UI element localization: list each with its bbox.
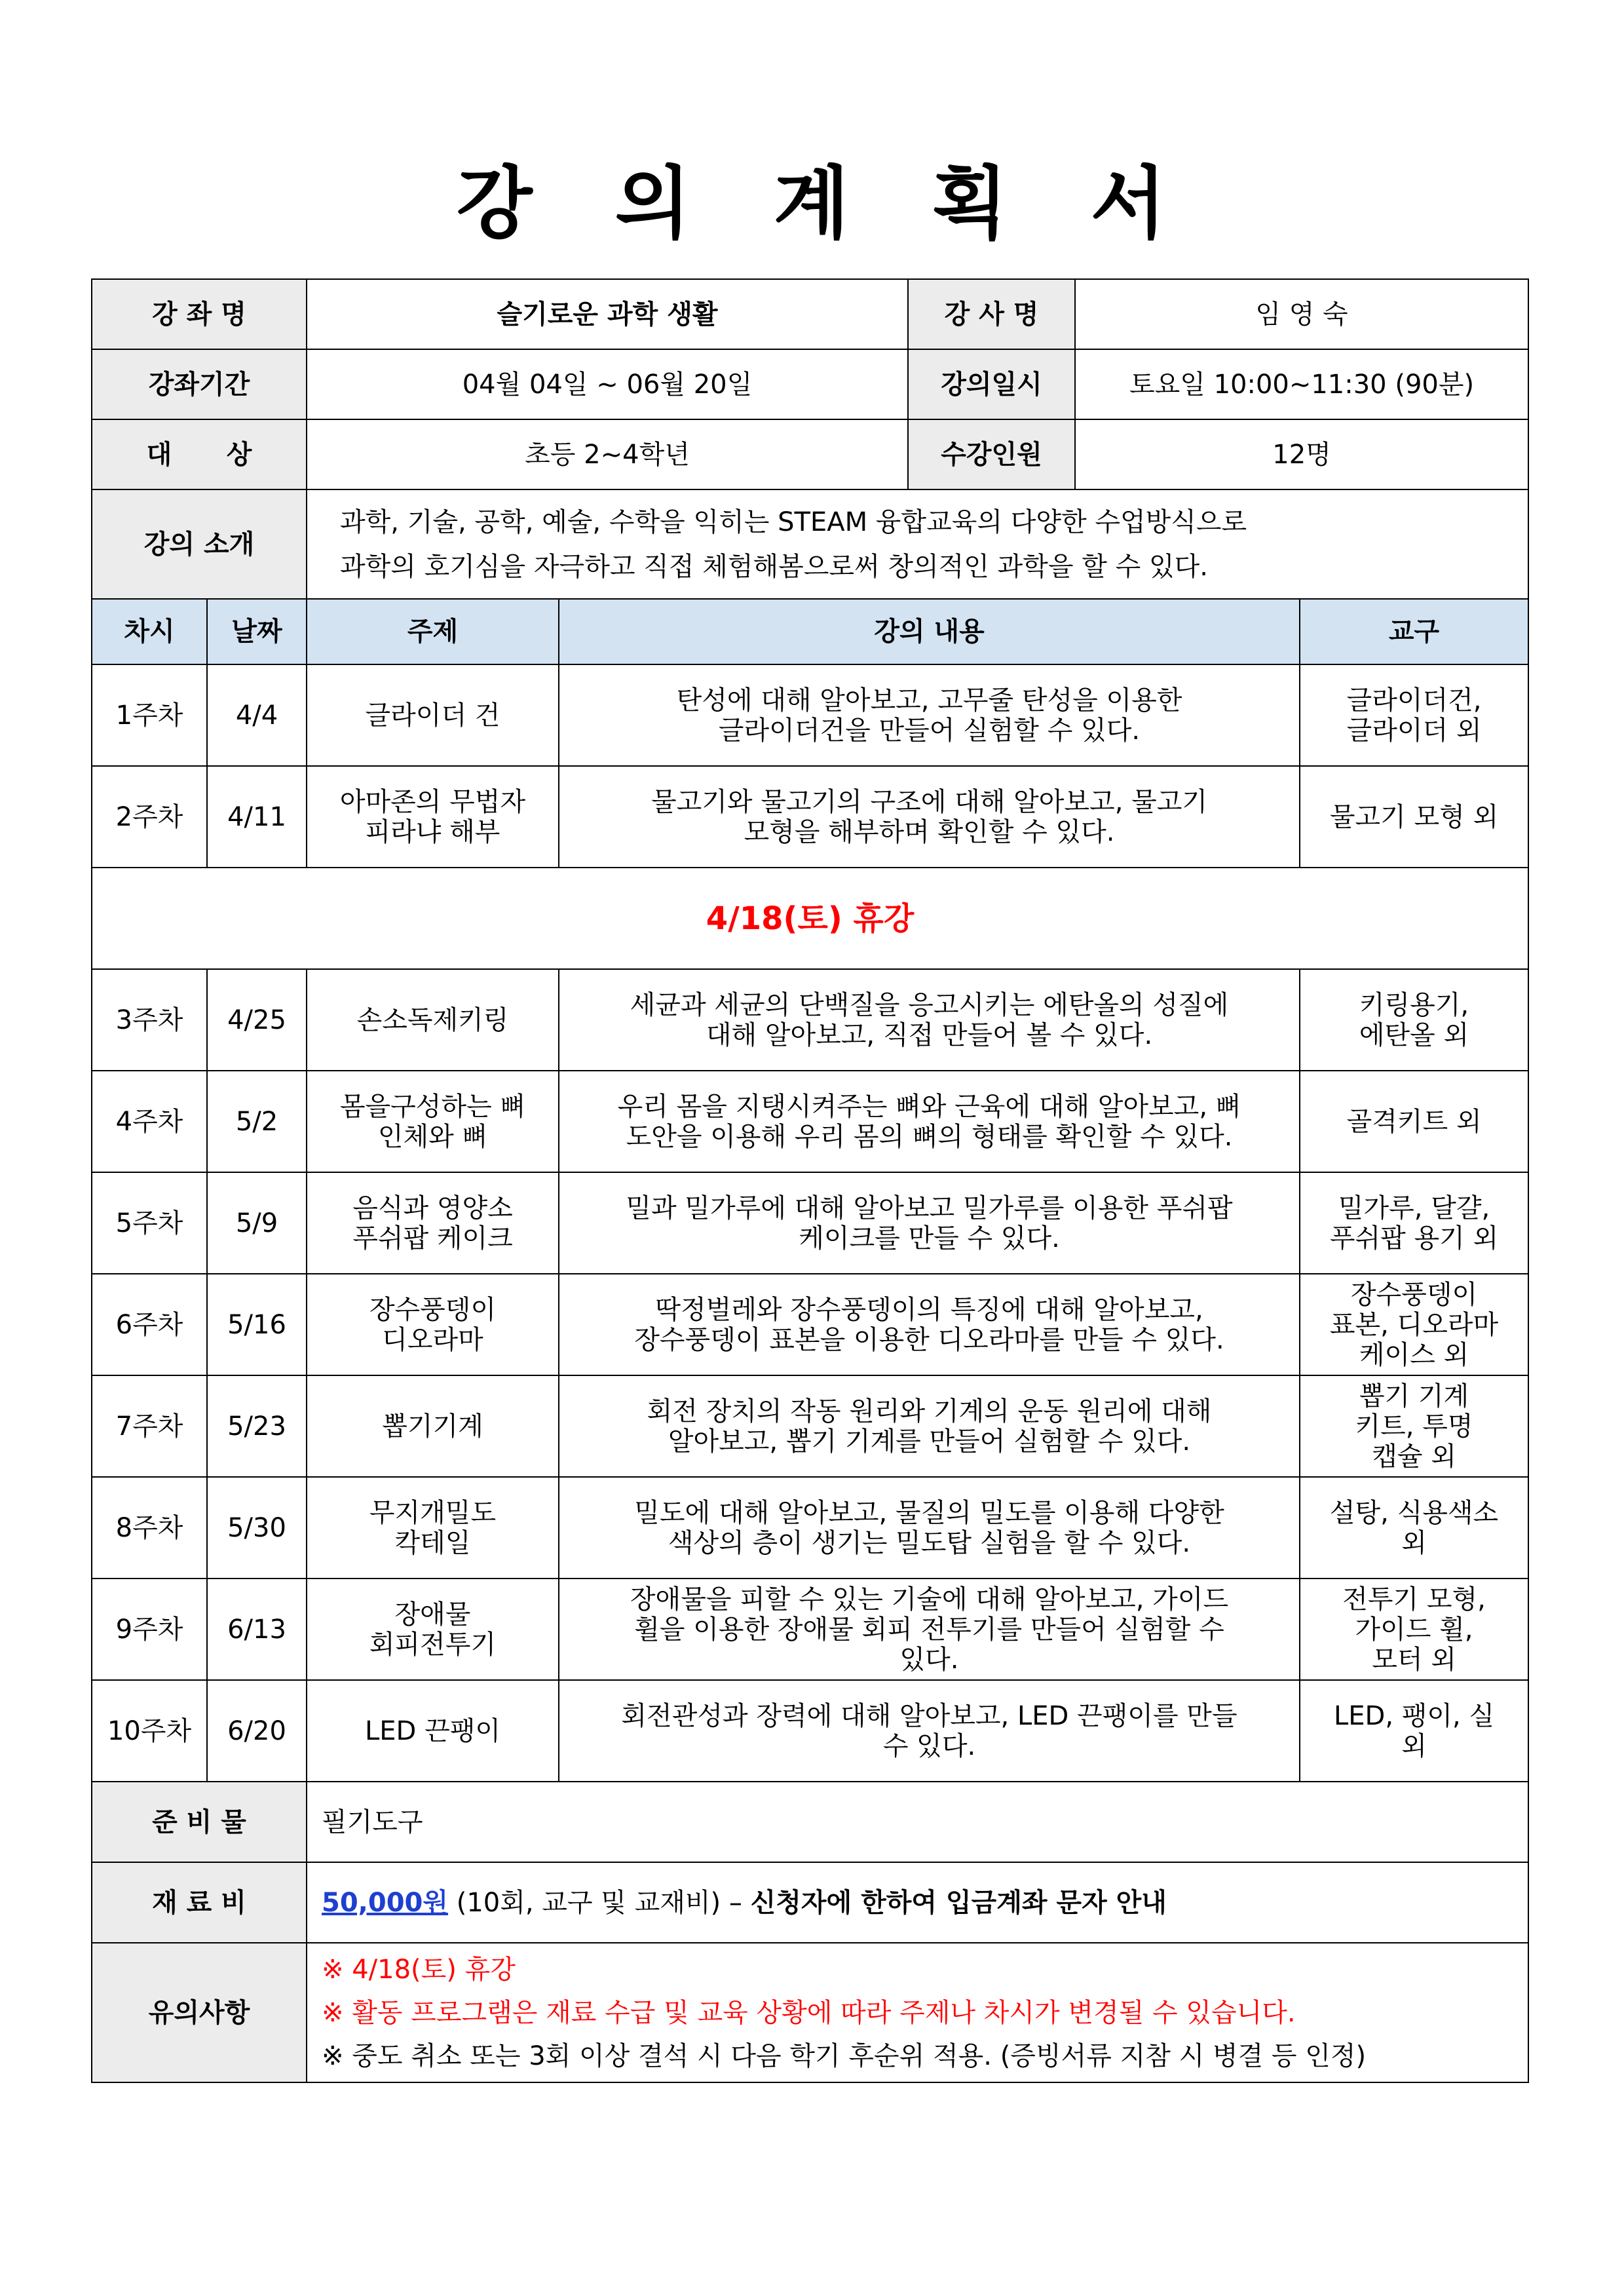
tools-cell: LED, 팽이, 실 외	[1300, 1680, 1528, 1782]
table-row	[92, 1274, 1528, 1375]
period-value: 04월 04일 ~ 06월 20일	[307, 349, 908, 419]
content-cell: 장애물을 피할 수 있는 기술에 대해 알아보고, 가이드 휠을 이용한 장애물 회피 전투기를 만들어 실험할 수 있다.	[559, 1578, 1300, 1680]
content-cell: 밀도에 대해 알아보고, 물질의 밀도를 이용해 다양한 색상의 층이 생기는 밀도탑 실험을 할 수 있다.	[559, 1477, 1300, 1578]
notes-row	[92, 1943, 1528, 2082]
time-label: 강의일시	[908, 349, 1075, 419]
table-row	[92, 1375, 1528, 1477]
date-cell: 5/9	[207, 1172, 307, 1274]
title-char: 획	[932, 159, 1010, 250]
fee-detail: (10회, 교구 및 교재비) –	[456, 1887, 742, 1918]
date-cell: 6/13	[207, 1578, 307, 1680]
topic-cell: 뽑기기계	[307, 1375, 559, 1477]
content-cell: 밀과 밀가루에 대해 알아보고 밀가루를 이용한 푸쉬팝 케이크를 만들 수 있다.	[559, 1172, 1300, 1274]
session-cell: 2주차	[92, 766, 207, 868]
header-content: 강의 내용	[559, 599, 1300, 664]
fee-value	[307, 1862, 1528, 1943]
target-label: 대 상	[92, 419, 307, 489]
table-row	[92, 1477, 1528, 1578]
session-cell: 6주차	[92, 1274, 207, 1375]
capacity-value: 12명	[1075, 419, 1528, 489]
info-row-target	[92, 419, 1528, 489]
session-cell: 3주차	[92, 969, 207, 1071]
title-char: 계	[773, 159, 851, 250]
header-session: 차시	[92, 599, 207, 664]
table-row	[92, 1071, 1528, 1172]
date-cell: 5/30	[207, 1477, 307, 1578]
schedule-header-row	[92, 599, 1528, 664]
content-cell: 우리 몸을 지탱시켜주는 뼈와 근육에 대해 알아보고, 뼈 도안을 이용해 우리 몸의 뼈의 형태를 확인할 수 있다.	[559, 1071, 1300, 1172]
topic-cell: 장수풍뎅이 디오라마	[307, 1274, 559, 1375]
tools-cell: 키링용기, 에탄올 외	[1300, 969, 1528, 1071]
table-row	[92, 664, 1528, 766]
header-topic: 주제	[307, 599, 559, 664]
session-cell: 8주차	[92, 1477, 207, 1578]
lecture-plan-table	[91, 278, 1529, 2083]
tools-cell: 전투기 모형, 가이드 휠, 모터 외	[1300, 1578, 1528, 1680]
date-cell: 4/4	[207, 664, 307, 766]
session-cell: 7주차	[92, 1375, 207, 1477]
date-cell: 5/23	[207, 1375, 307, 1477]
topic-cell: 몸을구성하는 뼈 인체와 뼈	[307, 1071, 559, 1172]
topic-cell: 아마존의 무법자 피라냐 해부	[307, 766, 559, 868]
content-cell: 회전 장치의 작동 원리와 기계의 운동 원리에 대해 알아보고, 뽑기 기계를 만들어 실험할 수 있다.	[559, 1375, 1300, 1477]
table-row	[92, 1578, 1528, 1680]
tools-cell: 장수풍뎅이 표본, 디오라마 케이스 외	[1300, 1274, 1528, 1375]
notes-list	[307, 1943, 1528, 2082]
fee-row	[92, 1862, 1528, 1943]
table-row	[92, 1680, 1528, 1782]
note-holiday: ※ 4/18(토) 휴강	[322, 1954, 516, 1985]
intro-line: 과학, 기술, 공학, 예술, 수학을 익히는 STEAM 융합교육의 다양한 수업방식으로	[340, 507, 1247, 537]
date-cell: 5/2	[207, 1071, 307, 1172]
fee-label: 재 료 비	[92, 1862, 307, 1943]
notes-label: 유의사항	[92, 1943, 307, 2082]
content-cell: 딱정벌레와 장수풍뎅이의 특징에 대해 알아보고, 장수풍뎅이 표본을 이용한 디오라마를 만들 수 있다.	[559, 1274, 1300, 1375]
prep-row	[92, 1782, 1528, 1862]
holiday-row	[92, 868, 1528, 969]
capacity-label: 수강인원	[908, 419, 1075, 489]
title-char: 강	[456, 159, 534, 250]
tools-cell: 글라이더건, 글라이더 외	[1300, 664, 1528, 766]
prep-value: 필기도구	[307, 1782, 1528, 1862]
topic-cell: 무지개밀도 칵테일	[307, 1477, 559, 1578]
tools-cell: 골격키트 외	[1300, 1071, 1528, 1172]
tools-cell: 물고기 모형 외	[1300, 766, 1528, 868]
table-row	[92, 969, 1528, 1071]
title-char: 의	[614, 159, 692, 250]
prep-label: 준 비 물	[92, 1782, 307, 1862]
content-cell: 회전관성과 장력에 대해 알아보고, LED 끈팽이를 만들 수 있다.	[559, 1680, 1300, 1782]
intro-text	[307, 489, 1528, 599]
course-value: 슬기로운 과학 생활	[307, 279, 908, 349]
table-row	[92, 1172, 1528, 1274]
session-cell: 10주차	[92, 1680, 207, 1782]
course-label: 강 좌 명	[92, 279, 307, 349]
holiday-notice: 4/18(토) 휴강	[92, 868, 1528, 969]
info-row-period	[92, 349, 1528, 419]
topic-cell: 장애물 회피전투기	[307, 1578, 559, 1680]
table-row	[92, 766, 1528, 868]
content-cell: 세균과 세균의 단백질을 응고시키는 에탄올의 성질에 대해 알아보고, 직접 만들어 볼 수 있다.	[559, 969, 1300, 1071]
topic-cell: 글라이더 건	[307, 664, 559, 766]
tools-cell: 설탕, 식용색소 외	[1300, 1477, 1528, 1578]
fee-amount: 50,000원	[322, 1887, 448, 1918]
date-cell: 4/25	[207, 969, 307, 1071]
info-row-intro	[92, 489, 1528, 599]
tools-cell: 뽑기 기계 키트, 투명 캡슐 외	[1300, 1375, 1528, 1477]
date-cell: 5/16	[207, 1274, 307, 1375]
session-cell: 4주차	[92, 1071, 207, 1172]
document-title	[0, 141, 1624, 254]
instructor-label: 강 사 명	[908, 279, 1075, 349]
fee-notice: 신청자에 한하여 입금계좌 문자 안내	[750, 1887, 1167, 1918]
tools-cell: 밀가루, 달걀, 푸쉬팝 용기 외	[1300, 1172, 1528, 1274]
title-char: 서	[1090, 159, 1168, 250]
period-label: 강좌기간	[92, 349, 307, 419]
date-cell: 4/11	[207, 766, 307, 868]
instructor-value: 임 영 숙	[1075, 279, 1528, 349]
time-value: 토요일 10:00~11:30 (90분)	[1075, 349, 1528, 419]
session-cell: 1주차	[92, 664, 207, 766]
date-cell: 6/20	[207, 1680, 307, 1782]
content-cell: 물고기와 물고기의 구조에 대해 알아보고, 물고기 모형을 해부하며 확인할 수 있다.	[559, 766, 1300, 868]
header-date: 날짜	[207, 599, 307, 664]
topic-cell: 음식과 영양소 푸쉬팝 케이크	[307, 1172, 559, 1274]
topic-cell: 손소독제키링	[307, 969, 559, 1071]
intro-line: 과학의 호기심을 자극하고 직접 체험해봄으로써 창의적인 과학을 할 수 있다.	[340, 551, 1208, 582]
note-program-change: ※ 활동 프로그램은 재료 수급 및 교육 상황에 따라 주제나 차시가 변경될 수 있습니다.	[322, 1997, 1296, 2028]
intro-label: 강의 소개	[92, 489, 307, 599]
session-cell: 9주차	[92, 1578, 207, 1680]
info-row-course	[92, 279, 1528, 349]
note-cancellation: ※ 중도 취소 또는 3회 이상 결석 시 다음 학기 후순위 적용. (증빙서류 지참 시 병결 등 인정)	[322, 2040, 1367, 2071]
target-value: 초등 2~4학년	[307, 419, 908, 489]
session-cell: 5주차	[92, 1172, 207, 1274]
header-tools: 교구	[1300, 599, 1528, 664]
content-cell: 탄성에 대해 알아보고, 고무줄 탄성을 이용한 글라이더건을 만들어 실험할 수 있다.	[559, 664, 1300, 766]
topic-cell: LED 끈팽이	[307, 1680, 559, 1782]
